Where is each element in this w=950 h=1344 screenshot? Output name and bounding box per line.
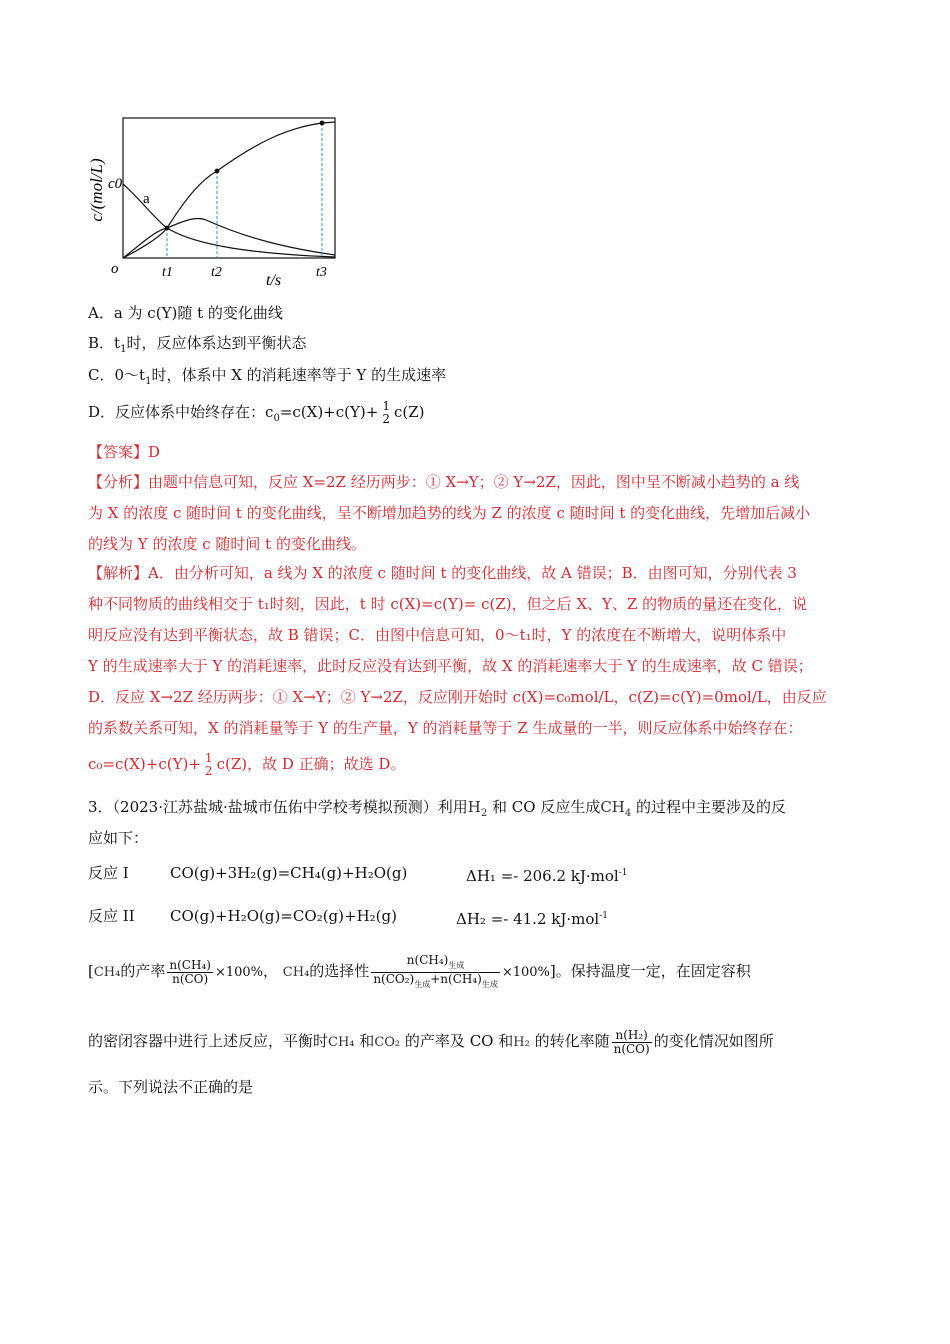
yield-label: 的产率 (120, 962, 166, 980)
q3-line2: 应如下： (88, 829, 149, 847)
point-t1 (165, 226, 170, 231)
solution-fraction (203, 752, 215, 778)
generated-label: 生成 (481, 979, 498, 989)
q3-text: 的变化情况如图所 (653, 1032, 774, 1050)
definitions-line (88, 948, 751, 996)
ch4-formula (600, 798, 632, 819)
fraction-denominator (371, 973, 500, 991)
denominator-ch4: +n(CH₄) (430, 971, 482, 986)
q3-line6: 示。下列说法不正确的是 (88, 1078, 254, 1096)
generated-label: 生成 (448, 960, 465, 970)
solution-line: 明反应没有达到平衡状态，故 B 错误；C．由图中信息可知，0～t₁时，Y 的浓度在不断增大，说明体系中 (88, 626, 787, 644)
denominator-co2: n(CO₂) (373, 971, 415, 986)
c0-label: c0 (108, 176, 123, 192)
bracket-open: [ (88, 962, 94, 980)
curve-x-a (123, 184, 335, 257)
enthalpy-value: ΔH₁ =- 206.2 kJ·mol (466, 867, 619, 885)
ch4-subscript: 4 (624, 808, 632, 819)
tick-t1: t1 (162, 265, 173, 280)
analysis-line: 【分析】由题中信息可知，反应 X=2Z 经历两步：① X→Y；② Y→2Z，因此，图中呈不断减小趋势的 a 线 (88, 473, 800, 491)
solution-last-pre: c₀=c(X)+c(Y)+ (88, 755, 201, 773)
yield-fraction (167, 959, 213, 986)
option-d-post: c(Z) (393, 403, 425, 421)
tick-t2: t2 (211, 265, 222, 280)
analysis-paragraph (88, 467, 868, 560)
option-a: A．a 为 c(Y)随 t 的变化曲线 (88, 304, 283, 322)
ch4-symbol: CH (600, 798, 625, 816)
option-b-text: B．t (88, 334, 121, 352)
generated-label: 生成 (414, 979, 431, 989)
option-c-text: C．0～t (88, 366, 146, 384)
option-d-sub: 0 (273, 413, 280, 424)
curve-y (123, 218, 335, 258)
option-b-rest: 时，反应体系达到平衡状态 (126, 334, 307, 352)
h2-subscript: 2 (480, 808, 488, 819)
q3-text: 3．（2023·江苏盐城·盐城市伍佑中学校考模拟预测）利用 (88, 798, 468, 816)
option-c (88, 365, 446, 392)
solution-paragraph (88, 558, 868, 744)
numerator-text: n(CH₄) (406, 952, 449, 967)
option-b (88, 333, 306, 360)
q3-text: 的产率及 CO 和 (404, 1032, 514, 1050)
tick-t3: t3 (316, 265, 327, 280)
fraction-numerator: 1 (204, 751, 213, 765)
point-t3 (320, 121, 325, 126)
definitions-close: ]。保持温度一定，在固定容积 (549, 962, 751, 980)
q3-text: 和 CO 反应生成 (492, 798, 601, 816)
enthalpy-value: ΔH₂ =- 41.2 kJ·mol (456, 910, 600, 928)
origin-label: o (111, 261, 119, 277)
option-d-mid: =c(X)+c(Y)+ (279, 403, 379, 421)
concentration-time-figure (86, 108, 346, 293)
point-t2 (215, 169, 220, 174)
unit-superscript: -1 (618, 868, 628, 878)
fraction-numerator: n(H₂) (612, 1029, 652, 1043)
fraction-denominator: 2 (382, 412, 390, 426)
answer: 【答案】D (88, 443, 161, 461)
ch4-formula: CH₄ (93, 965, 121, 980)
option-b-sub: 1 (120, 344, 127, 355)
comma: ， (263, 962, 279, 980)
reaction-1-enthalpy (466, 862, 628, 887)
option-c-sub: 1 (145, 376, 152, 387)
ratio-fraction (612, 1029, 652, 1056)
curve-z (123, 122, 335, 258)
reaction-2-equation: CO(g)+H₂O(g)=CO₂(g)+H₂(g) (170, 907, 397, 925)
reaction-1-equation: CO(g)+3H₂(g)=CH₄(g)+H₂O(g) (170, 864, 408, 882)
option-c-rest: 时，体系中 X 的消耗速率等于 Y 的生成速率 (151, 366, 447, 384)
solution-line: 的系数关系可知，X 的消耗量等于 Y 的生产量，Y 的消耗量等于 Z 生成量的一半，则反应体系中始终存在： (88, 719, 803, 737)
h2-symbol: H (467, 798, 481, 816)
y-axis-label: c/(mol/L) (87, 158, 106, 222)
fraction-numerator: 1 (382, 399, 390, 413)
selectivity-fraction (371, 954, 500, 991)
solution-line: 【解析】A．由分析可知，a 线为 X 的浓度 c 随时间 t 的变化曲线，故 A 错误；B．由图可知，分别代表 3 (88, 564, 797, 582)
option-d-fraction (380, 400, 392, 426)
fraction-numerator (371, 954, 500, 973)
ch4-formula: CH₄ (282, 965, 310, 980)
percent-factor: ×100% (501, 965, 550, 980)
q3-text: 和 (359, 1032, 375, 1050)
percent-factor: ×100% (214, 965, 263, 980)
unit-superscript: -1 (599, 911, 608, 921)
fraction-denominator: n(CO) (172, 971, 209, 986)
plot-frame (123, 118, 335, 258)
fraction-numerator: n(CH₄) (169, 957, 211, 972)
co2-formula: CO₂ (374, 1035, 401, 1050)
analysis-line: 的线为 Y 的浓度 c 随时间 t 的变化曲线。 (88, 535, 366, 553)
solution-line: D．反应 X→2Z 经历两步：① X→Y；② Y→2Z，反应刚开始时 c(X)=c₀mol/L，c(Z)=c(Y)=0mol/L，由反应 (88, 688, 827, 706)
analysis-line: 为 X 的浓度 c 随时间 t 的变化曲线，呈不断增加趋势的线为 Z 的浓度 c 随时间 t 的变化曲线，先增加后减小 (88, 504, 811, 522)
reaction-2-label: 反应 II (88, 907, 135, 925)
curve-a-label: a (143, 191, 150, 207)
solution-line: 种不同物质的曲线相交于 t₁时刻，因此，t 时 c(X)=c(Y)= c(Z)，但之后 X、Y、Z 的物质的量还在变化，说 (88, 595, 808, 613)
solution-line: Y 的生成速率大于 Y 的消耗速率，此时反应没有达到平衡，故 X 的消耗速率大于 Y 的生成速率，故 C 错误； (88, 657, 813, 675)
reaction-1-label: 反应 I (88, 864, 129, 882)
q3-line1 (88, 797, 786, 824)
h2-formula (467, 798, 488, 819)
solution-last-line (88, 752, 405, 778)
solution-last-post: c(Z)，故 D 正确；故选 D。 (216, 755, 406, 773)
fraction-denominator: 2 (204, 764, 213, 778)
q3-text: 的密闭容器中进行上述反应，平衡时 (88, 1032, 329, 1050)
option-d (88, 400, 424, 429)
ch4-formula: CH₄ (328, 1035, 355, 1050)
option-d-text: D．反应体系中始终存在：c (88, 403, 274, 421)
fraction-denominator: n(CO) (613, 1041, 650, 1056)
q3-line5 (88, 1018, 774, 1066)
h2-formula: H₂ (513, 1035, 530, 1050)
q3-text: 的过程中主要涉及的反 (636, 798, 787, 816)
q3-text: 的转化率随 (534, 1032, 610, 1050)
reaction-2-enthalpy (456, 905, 608, 930)
x-axis-label: t/s (266, 272, 282, 289)
selectivity-label: 的选择性 (309, 962, 370, 980)
